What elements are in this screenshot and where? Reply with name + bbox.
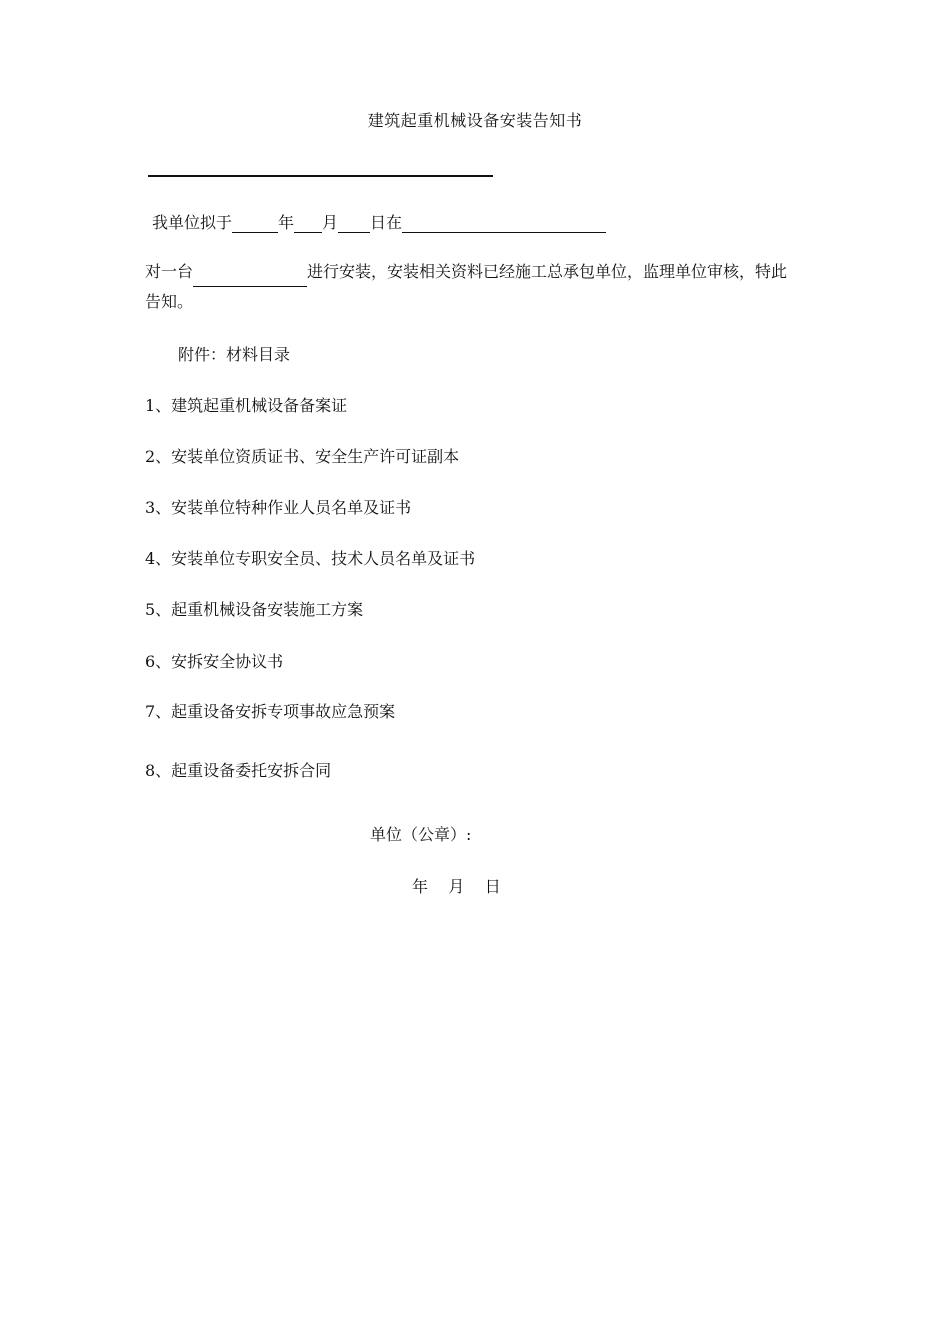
month-blank [294, 214, 322, 233]
location-blank [402, 214, 606, 233]
list-item: 8、起重设备委托安拆合同 [145, 761, 332, 780]
body-line-2: 告知。 [145, 292, 194, 311]
list-item: 3、安装单位特种作业人员名单及证书 [145, 498, 412, 517]
day-blank [338, 214, 370, 233]
list-item: 2、安装单位资质证书、安全生产许可证副本 [145, 447, 460, 466]
signature-date-label: 年 月 日 [412, 877, 501, 896]
year-label: 年 [278, 213, 295, 232]
month-label: 月 [322, 213, 339, 232]
list-item: 1、建筑起重机械设备备案证 [145, 396, 348, 415]
document-title: 建筑起重机械设备安装告知书 [367, 111, 583, 130]
list-item: 7、起重设备安拆专项事故应急预案 [145, 702, 396, 721]
body-line-1 [145, 257, 820, 287]
equipment-blank [193, 268, 307, 287]
year-blank [232, 214, 278, 233]
list-item: 4、安装单位专职安全员、技术人员名单及证书 [145, 549, 476, 568]
recipient-blank-line [148, 175, 493, 177]
body-paragraph [145, 257, 820, 317]
signature-unit-label: 单位（公章）: [370, 825, 472, 844]
intro-line [152, 210, 606, 233]
attachment-heading: 附件：材料目录 [178, 345, 291, 364]
list-item: 6、安拆安全协议书 [145, 652, 284, 671]
list-item: 5、起重机械设备安装施工方案 [145, 600, 364, 619]
body-rest: 进行安装，安装相关资料已经施工总承包单位，监理单位审核，特此 [307, 262, 788, 281]
intro-prefix: 我单位拟于 [152, 213, 233, 232]
day-label: 日在 [370, 213, 403, 232]
body-prefix: 对一台 [145, 262, 194, 281]
